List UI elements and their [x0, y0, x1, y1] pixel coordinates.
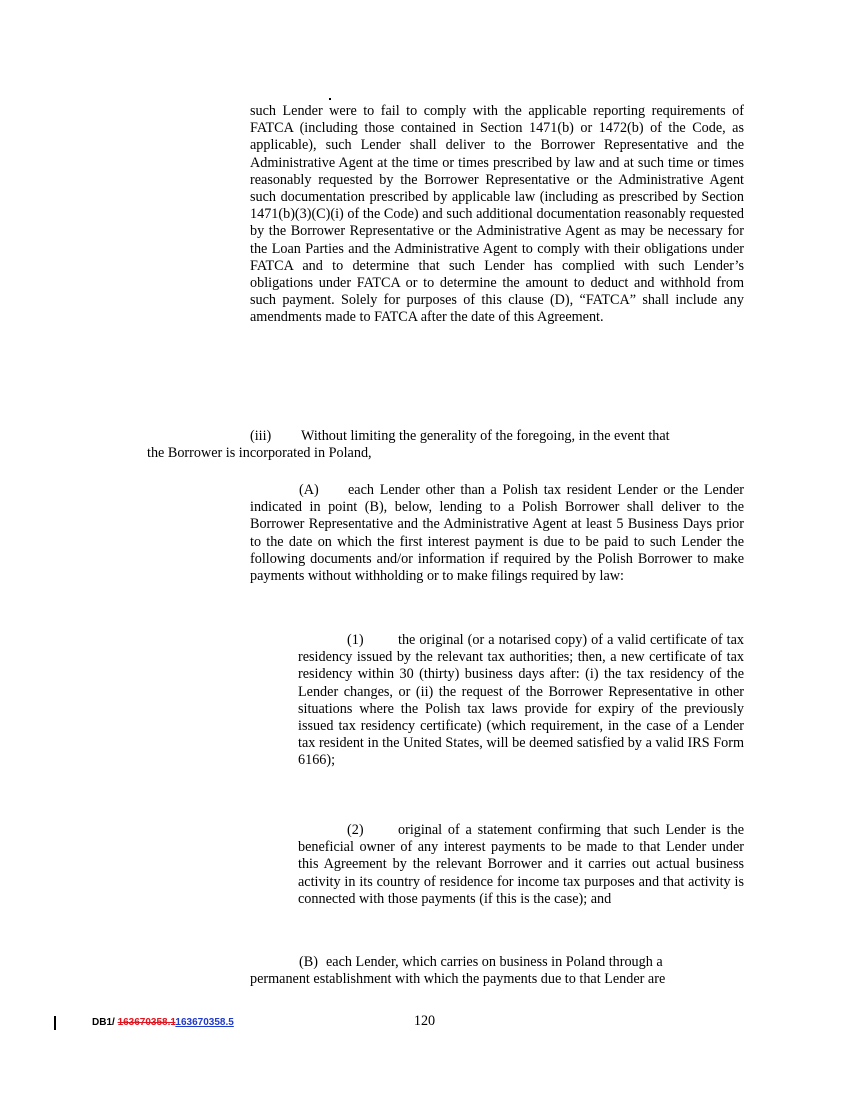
- item-1-marker: (1): [347, 632, 364, 648]
- clause-b: [250, 954, 744, 988]
- clause-a-item-1: [298, 632, 744, 770]
- clause-a: [250, 482, 744, 585]
- item-2-body: original of a statement confirming that such Lender is the beneficial owner of any interest payments to be made to that Lender under this Agreement by the relevant Borrower and it carries out actual business activity in its country of residence for income tax purposes and that activity is connected with those payments (if this is the case); and: [298, 822, 744, 907]
- clause-iii: [147, 428, 744, 462]
- clause-d-continuation: [250, 103, 744, 327]
- clause-iii-line-1: [147, 428, 744, 445]
- clause-a-text: [250, 482, 744, 585]
- clause-a-item-2: [298, 822, 744, 908]
- doc-prefix: DB1/: [92, 1017, 118, 1028]
- clause-a-marker: (A): [299, 482, 319, 498]
- clause-iii-marker: (iii): [250, 428, 272, 444]
- inserted-doc-id: 163670358.5: [175, 1017, 234, 1028]
- clause-a-body: each Lender other than a Polish tax resident Lender or the Lender indicated in point (B), below, lending to a Polish Borrower shall deliver to the Borrower Representative and the Administrative Agent at least 5 Business Days prior to the date on which the first interest payment is due to be paid to such Lender the following documents and/or information if required by the Polish Borrower to make payments without withholding or to make filings required by law:: [250, 482, 744, 585]
- clause-iii-line-2: the Borrower is incorporated in Poland,: [147, 445, 372, 462]
- item-2-marker: (2): [347, 822, 364, 838]
- clause-d-text: such Lender were to fail to comply with the applicable reporting requirements of FATCA (including those contained in Section 1471(b) or 1472(b) of the Code, as applicable), such Lender shall deliver to the Borrower Representative and the Administrative Agent at the time or times prescribed by law and at such time or times reasonably requested by the Borrower Representative or the Administrative Agent such documentation prescribed by applicable law (including as prescribed by Section 1471(b)(3)(C)(i) of the Code) and such additional documentation reasonably requested by the Borrower Representative or the Administrative Agent as may be necessary for the Loan Parties and the Administrative Agent to comply with their obligations under FATCA and to determine that such Lender has complied with such Lender’s obligations under FATCA or to determine the amount to deduct and withhold from such payment. Solely for purposes of this clause (D), “FATCA” shall include any amendments made to FATCA after the date of this Agreement.: [250, 103, 744, 326]
- item-1-body: the original (or a notarised copy) of a valid certificate of tax residency issued by the relevant tax authorities; then, a new certificate of tax residency within 30 (thirty) business days after: (i) the tax residency of the Lender changes, or (ii) the request of the Borrower Representative in other situations where the Polish tax laws provide for expiry of the previously issued tax residency certificate) (which requirement, in the case of a Lender tax resident in the United States, will be deemed satisfied by a valid IRS Form 6166);: [298, 632, 744, 769]
- clause-b-text: each Lender, which carries on business in Poland through a: [326, 954, 663, 970]
- clause-b-marker: (B): [299, 954, 318, 970]
- item-1-text: [298, 632, 744, 770]
- deleted-doc-id: 163670358.1: [117, 1017, 176, 1028]
- item-2-text: [298, 822, 744, 908]
- clause-b-line-1: [250, 954, 744, 971]
- stray-mark: [329, 98, 331, 100]
- clause-iii-text: Without limiting the generality of the foregoing, in the event that: [301, 428, 670, 444]
- clause-b-line-2: permanent establishment with which the payments due to that Lender are: [250, 971, 666, 988]
- page-number: 120: [413, 1013, 436, 1029]
